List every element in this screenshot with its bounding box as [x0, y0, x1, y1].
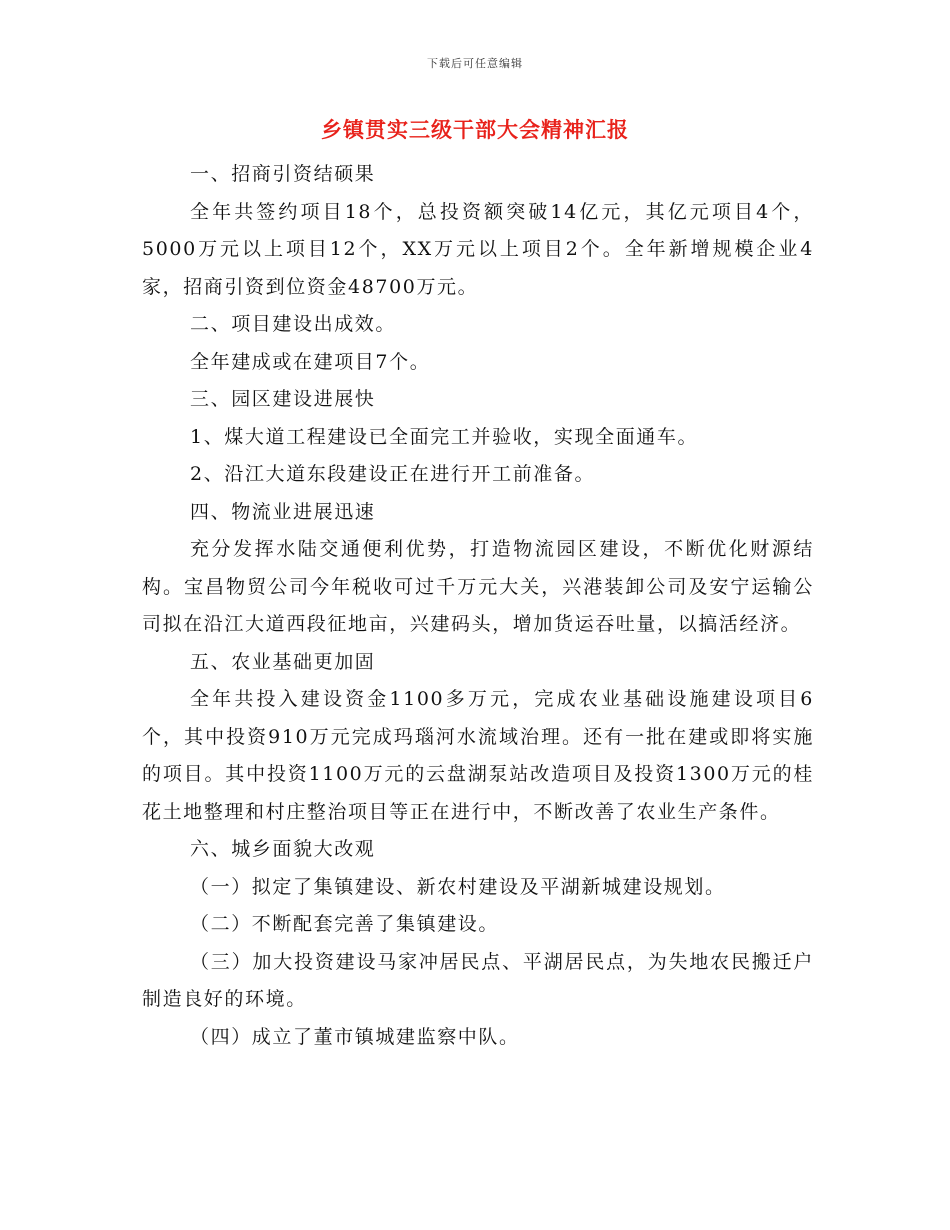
list-item-urban-2: （二）不断配套完善了集镇建设。	[190, 913, 500, 935]
paragraph-projects: 全年建成或在建项目7个。	[190, 350, 431, 373]
document-title: 乡镇贯实三级干部大会精神汇报	[321, 117, 629, 142]
list-item-urban-1: （一）拟定了集镇建设、新农村建设及平湖新城建设规划。	[190, 875, 726, 898]
section-heading-investment: 一、招商引资结硕果	[190, 163, 376, 185]
list-item-urban-3: （三）加大投资建设马家冲居民点、平湖居民点，为失地农民搬迁户制造良好的环境。	[142, 950, 814, 1010]
list-item-park-1: 1、煤大道工程建设已全面完工并验收，实现全面通车。	[190, 425, 699, 448]
list-item-urban-4: （四）成立了董市镇城建监察中队。	[190, 1025, 520, 1048]
document-body	[142, 156, 814, 1056]
section-heading-urban: 六、城乡面貌大改观	[190, 838, 376, 860]
paragraph-agriculture: 全年共投入建设资金1100多万元，完成农业基础设施建设项目6个，其中投资910万元完成玛瑙河水流域治理。还有一批在建或即将实施的项目。其中投资1100万元的云盘湖泵站改造项目及投资1300万元的桂花土地整理和村庄整治项目等正在进行中，不断改善了农业生产条件。	[142, 688, 814, 823]
section-heading-projects: 二、项目建设出成效。	[190, 313, 397, 335]
paragraph-logistics: 充分发挥水陆交通便利优势，打造物流园区建设，不断优化财源结构。宝昌物贸公司今年税收可过千万元大关，兴港装卸公司及安宁运输公司拟在沿江大道西段征地亩，兴建码头，增加货运吞吐量，以搞活经济。	[142, 538, 814, 635]
section-heading-park: 三、园区建设进展快	[190, 388, 376, 410]
list-item-park-2: 2、沿江大道东段建设正在进行开工前准备。	[190, 463, 596, 485]
section-heading-agriculture: 五、农业基础更加固	[190, 650, 376, 673]
paragraph-investment: 全年共签约项目18个，总投资额突破14亿元，其亿元项目4个，5000万元以上项目12个，XX万元以上项目2个。全年新增规模企业4家，招商引资到位资金48700万元。	[142, 200, 814, 298]
header-note: 下载后可任意编辑	[427, 57, 523, 70]
section-heading-logistics: 四、物流业进展迅速	[190, 500, 376, 523]
